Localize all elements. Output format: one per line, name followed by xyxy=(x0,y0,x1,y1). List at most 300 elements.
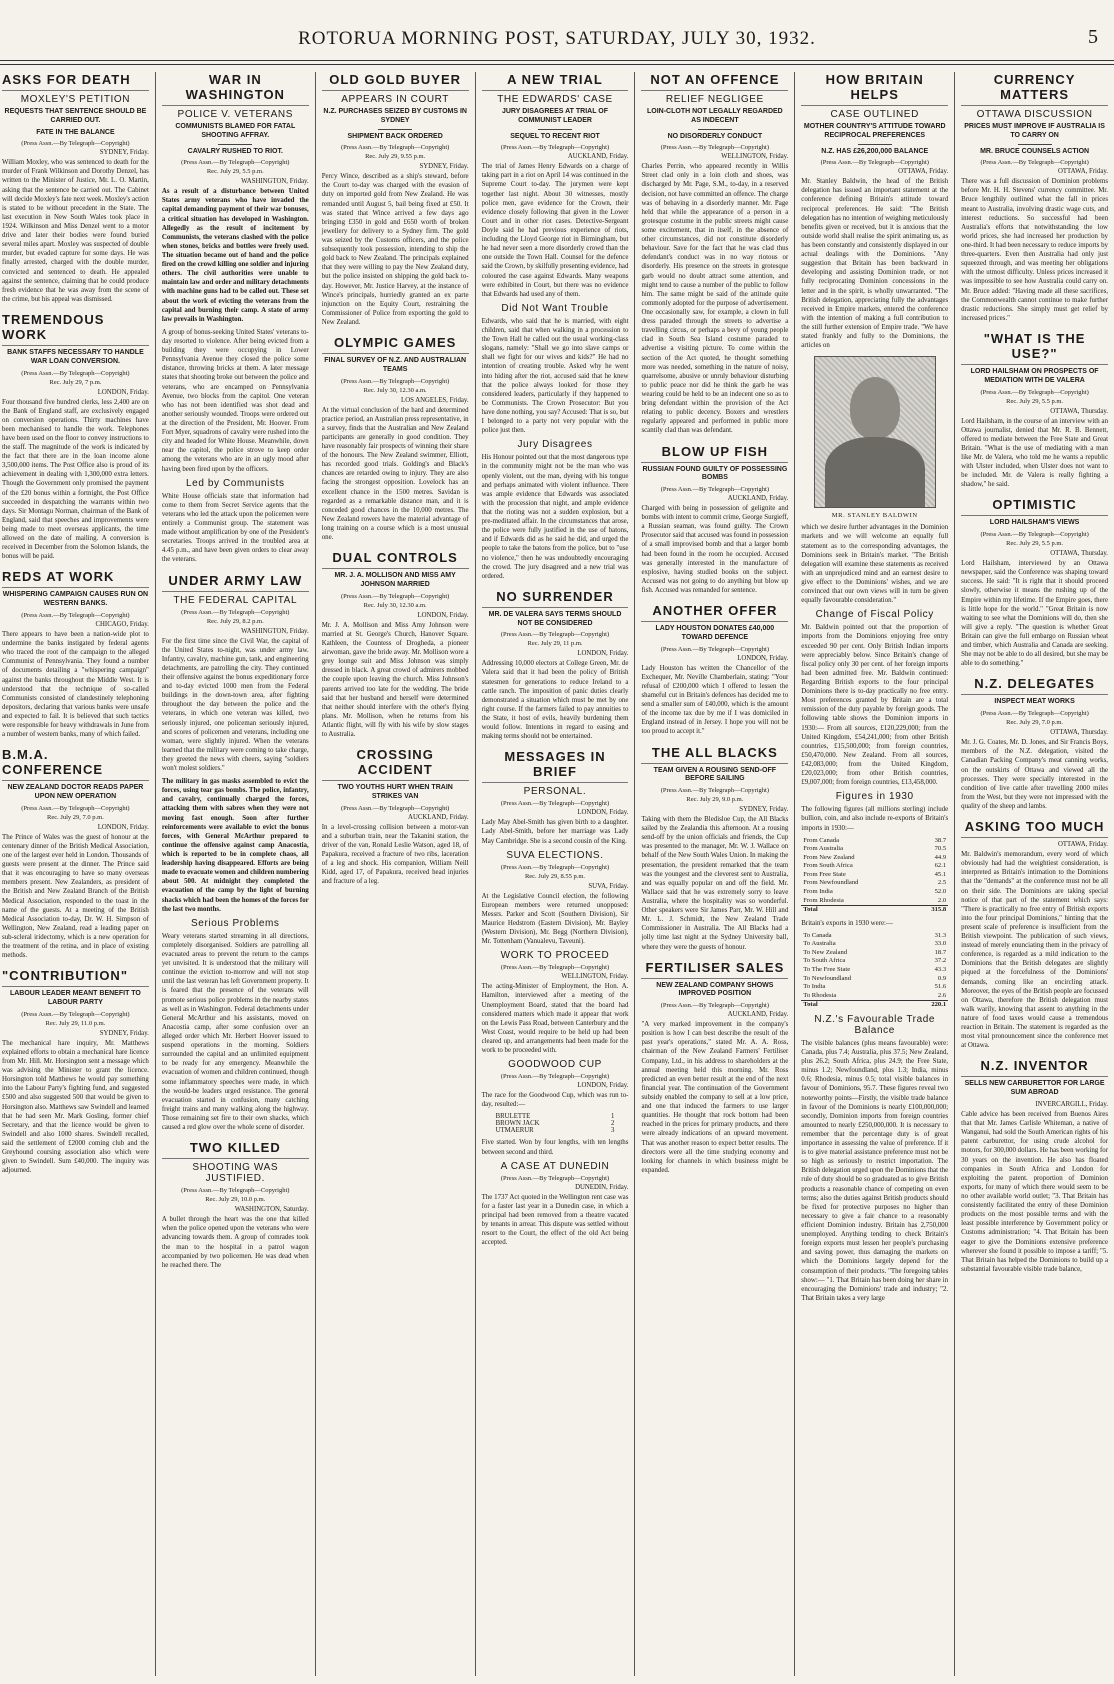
article-another-offer xyxy=(641,603,788,736)
deck: WHISPERING CAMPAIGN CAUSES RUN ON WESTERN BANKS. xyxy=(2,591,149,608)
dateline: AUCKLAND, Friday. xyxy=(727,495,789,503)
press-line: (Press Assn.—By Telegraph—Copyright) xyxy=(341,592,450,600)
headline: N.Z. INVENTOR xyxy=(961,1058,1108,1077)
dateline-c: WELLINGTON, Friday. xyxy=(561,973,629,981)
dateline: SYDNEY, Friday. xyxy=(99,149,149,157)
dateline: LONDON, Friday. xyxy=(577,809,629,817)
column-6 xyxy=(795,72,955,1676)
received-date: Rec. July 29, 11.0 p.m. xyxy=(45,1019,106,1027)
press-line: (Press Assn.—By Telegraph—Copyright) xyxy=(21,1010,130,1018)
destination: To New Zealand xyxy=(803,948,848,956)
deck: REQUESTS THAT SENTENCE SHOULD BE CARRIED OUT. xyxy=(4,108,147,124)
article-a-new-trial xyxy=(482,72,629,581)
total-label: Total xyxy=(801,1001,909,1010)
article-under-army-law xyxy=(162,573,309,1133)
dateline: LONDON, Friday. xyxy=(737,654,789,662)
amount: 18.7 xyxy=(934,948,947,956)
deck-2: CAVALRY RUSHED TO RIOT. xyxy=(187,147,283,155)
dateline: LOS ANGELES, Friday. xyxy=(401,396,469,404)
crosshead: Change of Fiscal Policy xyxy=(815,609,934,621)
article-body: For the first time since the Civil War, the capital of the United States to-night, was under army law. Infantry, cavalry, machine gun, tank, and engineering detachments, are patrolling the city. They continued their offensive against the bonus expeditionary force and to-day evicted 1000 men from the Federal buildings in the down-town area, after fighting throughout the day between the police and the veterans, in which one veteran was killed, two seriously injured, one policeman seriously injured, and scores of policemen and veterans, including one woman, were slightly injured. When the veterans learned that the military were coming to take charge, they greeted the news with cheers, saying "soldiers won't molest soldiers." xyxy=(161,637,309,773)
headline: "WHAT IS THE USE?" xyxy=(961,331,1108,365)
subheadline: OTTAWA DISCUSSION xyxy=(976,109,1093,120)
table-row xyxy=(801,975,948,984)
columns xyxy=(0,72,1114,1676)
amount: 45.1 xyxy=(934,870,947,878)
amount: 2.6 xyxy=(937,991,947,999)
article-body: A bullet through the heart was the one that killed when the police opened upon the veterans who were advancing towards them. A group of comrades took the man to the hospital in a patrol wagon accompanied by two policemen. He was dead when he reached there. The xyxy=(161,1216,309,1269)
received-date: Rec. July 29, 7 p.m. xyxy=(49,378,102,386)
article-body: Charles Perrin, who appeared recently in Willis Street clad only in a loin cloth and shoes, was discharged by Mr. Page, S.M., to-day, in a reserved decision, not have committed an offence. The charge was of behaving in a disorderly manner. Mr. Page held that while the appearance of a person in a grotesque costume in the public streets might cause some excitement, that in itself, in the absence of other circumstances, did not constitute disorderly behaviour. Save for the fact that he was clad thus defendant's conduct was in no way riotous or disorderly. His presence on the streets in grotesque garb would no doubt attract some attention, and might tend to cause a number of the public to follow him. The same might be said of the attitude quite commonly adopted for the purpose of advertisement. One occasionally saw, for example, a clown in full dress paraded through the streets to advertise a travelling circus, or perhaps a bevy of young people clad in South Sea Island costume paraded to advertise a visiting picture. To come within the section of the Act quoted, he thought something more was needed, something in the nature of noisy, quarrelsome, abusive or unruly behaviour disturbing to public peace nor did he think the garb he was wearing could be held to be an indecent one so as to bring defendant within the provision of the Act relating to public decency. Boxers and wrestlers regularly appeared and performed in public more scantily clad than was defendant. xyxy=(641,163,789,435)
horse-name: BROWN JACK xyxy=(495,1120,540,1128)
column-1 xyxy=(0,72,156,1676)
table-row xyxy=(801,940,948,949)
article-body: Charged with being in possession of gelignite and bombs with intent to commit crime, George Surgieff, a Russian seaman, was found guilty. The Crown Prosecutor said that accused was found in possession of a small improvised bomb and that a larger bomb had been found in the room he occupied. Accused was generally interested in the manufacture of explosive, having studied books on the subject. Accused was not going to do anything but blow up fish. Accused was remanded for sentence. xyxy=(641,505,789,595)
press-line: (Press Assn.—By Telegraph—Copyright) xyxy=(181,608,290,616)
crosshead: Led by Communists xyxy=(186,477,285,489)
dateline: AUCKLAND, Friday. xyxy=(408,813,469,821)
brief-body-goodwood-2: Five started. Won by four lengths, with ten lengths between second and third. xyxy=(481,1139,629,1156)
table-row xyxy=(801,837,948,846)
place: 3 xyxy=(611,1127,615,1135)
subheadline: SHOOTING WAS JUSTIFIED. xyxy=(192,1162,279,1185)
brief-body-work: The acting-Minister of Employment, the Hon. A. Hamilton, interviewed after a meeting of the Unemployment Board, stated that the board had considered matters which made it appear that work on the Lewis Pass Road, between Canterbury and the West Coast, would require to be held up had been cleared up, and arrangements had been made for the work to be proceeded with. xyxy=(481,983,629,1055)
headline: OLD GOLD BUYER xyxy=(322,72,469,91)
dateline: CHICAGO, Friday. xyxy=(95,620,149,628)
destination: To Newfoundland xyxy=(803,974,851,982)
dateline: OTTAWA, Friday. xyxy=(898,168,949,176)
press-line: (Press Assn.—By Telegraph—Copyright) xyxy=(980,388,1089,396)
table-row xyxy=(801,992,948,1001)
article-body: Percy Wince, described as a ship's steward, before the Court to-day was charged with the evasion of duty on imported gold from New Zealand. He was remanded until August 5, bail being fixed at £50. It was stated that Wince arrived a few days ago bringing £350 in gold and £650 worth of broken jewellery for delivery to a Sydney firm. The gold was seized by the Customs officers, and the police subsequently took possession, intending to ship the gold back to New Zealand. The principals explained that they were willing to pay the New Zealand duty, but the police insisted on shipping the gold back to-day. However, Mr. Justice Harvey, at the instance of Wince's principals, hurriedly granted an ex parte injunction on the Equity Court, restraining the Commissioner of Police from exporting the gold to New Zealand. xyxy=(321,173,469,326)
article-body: Taking with them the Bledisloe Cup, the All Blacks sailed by the Zealandia this afternoon. At a rousing send-off by the union officials and friends, the Cup was presented to the manager, Mr. W. J. Wallace on behalf of the New South Wales Union. In making the presentation, the president remarked that the team was the youngest and the cleverest sent to Australia, and was equally popular on and off the field. Mr. Wallace said that he was extremely sorry to leave Australia, where the hospitality was so wonderful. Other speakers were Sir James Parr, Mr. W. Hill and Mr. L. J. Schmidt, the New Zealand Trade Commissioner in Australia. The All Blacks had a jolly time last night at the Sydney University ball, where they were the guests of honour. xyxy=(641,816,789,951)
article-body: The trial of James Henry Edwards on a charge of taking part in a riot on April 14 was continued in the Supreme Court to-day. The jurymen were kept together last night. About 30 witnesses, mostly police men, gave evidence for the Crown, their evidence closely following that given in the Lower Court and in other riot cases. Detective-Sergeant Doyle said he had previous experience of riots, including the Lloyd George riot in Birmingham, but he had never seen a more disorderly crowd than the one outside the Town Hall. Counsel for the defence said the Crown, by skilfully presenting evidence, had coloured the case against Edwards. Many weapons were exhibited in Court, but there was no evidence that Edwards had used any of them. xyxy=(481,163,629,298)
imports-table xyxy=(801,837,948,915)
press-line: (Press Assn.—By Telegraph—Copyright) xyxy=(341,377,450,385)
headline: ASKS FOR DEATH xyxy=(2,72,149,91)
headline: HOW BRITAIN HELPS xyxy=(801,72,948,106)
divider xyxy=(698,129,732,130)
dateline: OTTAWA, Thursday. xyxy=(1050,407,1109,415)
press-line: (Press Assn.—By Telegraph—Copyright) xyxy=(980,159,1089,167)
article-body: William Moxley, who was sentenced to death for the murder of Frank Wilkinson and Dorothy Denzel, has written to the Minister of Justice, Mr. L. O. Martin, asking that the sentence be carried out. The Cabinet will decide Moxley's fate next week. Moxley's action is stated to be without precedent in the State. The last execution in New South Wales took place in 1924. Wilkinson and Miss Denzel went to a motor drive and later their bodies were found buried several miles apart. Moxley was suspected of double murder, but evaded capture for some days. He was finally arrested, charged with the double murder, convicted and sentenced to death. He appealed against the sentence, claiming that he could produce fresh evidence that he was away from the scene of the crime, but his appeal was dismissed. xyxy=(2,159,149,303)
article-body: Mr. Stanley Baldwin, the head of the British delegation has issued an important statement at the conference defining Britain's attitude toward reciprocal preferences. He said: "The British delegation has no intention of weighing meticulously benefits given or received, but it is anxious that the outside world shall realise the spirit animating us, as has been constantly and consistently displayed in our actual dealings with the Dominions. "Any suggestion that Britain has been backward in developing and assisting Dominion trade, or not fully reciprocating Dominion concessions in the letter and in the spirit, is wholly unwarranted. "The British delegation, appreciating fully the advantages received in Empire markets, entered the conference with the intention of making a full contribution to the still further extension of Empire trade. "We have stated frankly and fully to the Dominions, the articles on xyxy=(801,178,949,350)
article-what-is-the-use xyxy=(961,331,1108,489)
result-row xyxy=(482,1127,629,1134)
table-row xyxy=(801,888,948,897)
article-body-2: Edwards, who said that he is married, with eight children, said that when walking in a procession to the Town Hall he called out the usual working-class slogans, namely: "Shall we go into slave camps or shall we fight for our wives and kids?" He had no intention of creating trouble. Asked why he went into hiding after the riot, accused said that he knew that the police always looked for those they considered leaders, particularly if they happened to be Communists. The Crown Prosecutor: But you have done nothing, you say? Accused: That is so, but I belonged to a party not very popular with the police just then. xyxy=(481,317,629,435)
headline: TREMENDOUS WORK xyxy=(2,312,149,346)
article-body: Mr. Baldwin's memorandum, every word of which obviously had had the weightiest consideration, is interpreted as Britain's intimation to the Dominions that the "demands" at the conference must not be all on their side. The Dominions are taking special notice of that part of the statement which says: "There is practically no free entry of British exports into the four principal Dominions," hinting that the present scale of preference is insufficient from the British viewpoint. The publication of such views, instead of merely enunciating them in the privacy of conference, is regarded as a mild indication to the Dominions that the British delegates are slightly piqued at the forcefulness of the Dominions' demands, coming like an encircling attack. Moreover, the eyes of the British people are focussed on Ottawa, therefore the British delegation must walk warily, knowing that assent to anything in the nature of food taxes would cause a tremendous reaction in Britain. The statement is regarded as the most vital pronouncement since the conference met at Ottawa. xyxy=(961,851,1109,1050)
article-nz-delegates xyxy=(961,676,1108,811)
deck: RUSSIAN FOUND GUILTY OF POSSESSING BOMBS xyxy=(642,465,788,482)
headline: A NEW TRIAL xyxy=(482,72,629,91)
headline: CROSSING ACCIDENT xyxy=(322,747,469,781)
source: From New Zealand xyxy=(803,853,855,861)
destination: To Rhodesia xyxy=(803,991,837,999)
subheadline: CASE OUTLINED xyxy=(830,109,919,120)
total-value: 315.8 xyxy=(913,906,949,915)
headline: OLYMPIC GAMES xyxy=(322,335,469,354)
destination: To Australia xyxy=(803,940,836,948)
photo-caption: MR. STANLEY BALDWIN xyxy=(831,512,918,520)
divider xyxy=(858,144,892,145)
article-no-surrender xyxy=(482,589,629,741)
press-line-c: (Press Assn.—By Telegraph—Copyright) xyxy=(500,964,610,972)
place: 2 xyxy=(611,1120,615,1128)
result-row xyxy=(482,1113,629,1120)
article-body: Lord Hailsham, interviewed by an Ottawa newspaper, said the Conference was shaping toward success. He said: "It is right that it should proceed slowly, otherwise it means the rushing up of the Empire within my lifetime. If the Empire goes, there is little hope for the world." "Great Britain is now waiting to see what the Dominions will do, then she will give a reply. "The question is whether Great Britain can give the full embargo on Russian wheat and timber, which Australia and Canada are seeking. She may not be able to do all desired, but she may be able to do something." xyxy=(961,560,1109,668)
headline: OPTIMISTIC xyxy=(961,497,1108,516)
source: From Australia xyxy=(803,845,844,853)
deck: SELLS NEW CARBURETTOR FOR LARGE SUM ABROAD xyxy=(964,1080,1105,1097)
article-two-killed xyxy=(162,1140,309,1270)
article-blow-up-fish xyxy=(641,444,788,596)
table-row xyxy=(801,879,948,888)
deck: COMMUNISTS BLAMED FOR FATAL SHOOTING AFFRAY. xyxy=(175,123,296,139)
article-messages-in-brief xyxy=(482,749,629,1247)
article-body-2: which we desire further advantages in the Dominion markets and we will welcome an equally full statement as to the corresponding advantages, the Dominions seek in Britain's market. "The British delegation will examine these statements as received with an unprejudiced mind and an earnest desire to give effect to the Dominions' wishes, and we are convinced that our own views will in turn be given equally favourable consideration." xyxy=(801,524,949,605)
received-date: Rec. July 30, 12.30 a.m. xyxy=(363,386,427,394)
subheadline: MOXLEY'S PETITION xyxy=(20,94,131,105)
article-the-all-blacks xyxy=(641,745,788,952)
headline: WAR IN WASHINGTON xyxy=(162,72,309,106)
divider xyxy=(1018,144,1052,145)
article-body: Four thousand five hundred clerks, less 2,400 are on the Bank of England staff, are exclusively engaged on conversion operations. Thirty machines have been mechanised to handle the work. Telephones have been used on the floor to convey instructions to the staff. The magnitude of the work is indicated by the fact that there are in the loan income alone 3,500,000 items. The Post Office also is proud of its achievement in dealing with 1,300,000 extra letters. Though the Government only promised the payment of the £20 bonus within a fortnight, the Post Office succeeded in despatching the warrants within two days. Sir Montagu Norman, chairman of the Bank of England, said that speeches and improvements were being made to meet overseas applicants, the time allowed on the date of mailing. A conversion is received in December from the Solomon Islands, the bonus will be paid. xyxy=(2,398,149,561)
amount: 38.7 xyxy=(934,836,947,844)
deck-2: FATE IN THE BALANCE xyxy=(36,128,115,136)
press-line: (Press Assn.—By Telegraph—Copyright) xyxy=(980,710,1089,718)
crosshead: Did Not Want Trouble xyxy=(501,302,609,314)
dateline-d: LONDON, Friday. xyxy=(577,1082,629,1090)
amount: 33.0 xyxy=(934,940,947,948)
headline: DUAL CONTROLS xyxy=(322,550,469,569)
article-body: Addressing 10,000 electors at College Green, Mr. de Valera said that it had been the policy of British statesmen for generations to reduce Ireland to a cattle ranch. The imposition of panic duties clearly demonstrated a situation which must be met by one right course. If the farmers failed to pay annuities to the State, it host of evils, heavily burdening them would follow. Intentions in regard to easing and making terms should not be entertained. xyxy=(481,660,629,741)
amount: 31.3 xyxy=(934,931,947,939)
article-body: A group of bonus-seeking United States' veterans to-day resorted to violence. After being evicted from a building they were occupying in Lower Pennsylvania Avenue they closed the police some distance, throwing bricks at them. A later message states that shooting broke out between the police and veterans, who are encamped on Pennsylvania Avenue, two blocks from the capitol. One veteran who has not been identified was shot dead and another seriously wounded. Troops were ordered out at the direction of the President, Mr. Hoover. From Fort Myer, squadrons of cavalry were rushed into the city and headed for White House. Meanwhile, down near the capitol, the police strove to keep order among the veterans who are in an ugly mood after having been fired upon by the officers. xyxy=(161,328,309,473)
crosshead-figures: Figures in 1930 xyxy=(835,791,914,803)
headline: MESSAGES IN BRIEF xyxy=(482,749,629,783)
dateline: WASHINGTON, Friday. xyxy=(241,178,309,186)
deck: MOTHER COUNTRY'S ATTITUDE TOWARD RECIPROCAL PREFERENCES xyxy=(803,123,946,139)
received-date: Rec. July 29, 11 p.m. xyxy=(527,640,583,648)
brief-body-dunedin: The 1737 Act quoted in the Wellington rent case was for a faster last year in a Dunedin case, in which a principal had been removed from a theatre vacated by tenants in arrear. This dispute was settled without resort to the Court, the effect of the old Act being accepted. xyxy=(481,1193,629,1247)
received-date: Rec. July 29, 8.2 p.m. xyxy=(206,617,264,625)
received-date: Rec. July 29, 10.0 p.m. xyxy=(205,1196,266,1204)
destination: To Canada xyxy=(803,931,832,939)
dateline: INVERCARGILL, Friday. xyxy=(1035,1100,1109,1108)
deck: INSPECT MEAT WORKS xyxy=(994,698,1075,706)
portrait-photo xyxy=(814,356,936,508)
dateline: WELLINGTON, Friday. xyxy=(721,153,789,161)
article-currency-matters xyxy=(961,72,1108,323)
headline: B.M.A. CONFERENCE xyxy=(2,747,149,781)
press-line: (Press Assn.—By Telegraph—Copyright) xyxy=(500,800,610,808)
dateline-b: SUVA, Friday. xyxy=(588,882,629,890)
dateline: SYDNEY, Friday. xyxy=(99,1029,149,1037)
crosshead-balance: N.Z.'s Favourable Trade Balance xyxy=(814,1013,936,1036)
article-body: At the virtual conclusion of the hard and determined practice period, an Australian press representative, in a survey, finds that the Australian and New Zealand participants are generally in good condition. They have reasonably fair prospects of winning their share of the honours. The New Zealand swimmer, Elliott, has recorded good trials. Golding's and Black's chances are retarded owing to injury. They are also facing the strongest opposition. Lovelock has an excellent chance in the 1500 metres. Savidan is regarded as a remarkable distance man, and it is conceded good chances in the 10,000 metres. The New Zealand rowers have the material advantage of long training on a course which is a most unusual one. xyxy=(321,406,469,542)
table-row xyxy=(801,932,948,941)
source: From Canada xyxy=(803,836,840,844)
received-date: Rec. July 29, 5.5 p.m. xyxy=(1006,397,1064,405)
article-olympic-games xyxy=(322,335,469,542)
brief-title-personal: PERSONAL. xyxy=(523,786,587,798)
dateline: AUCKLAND, Friday. xyxy=(727,1011,789,1019)
total-label: Total xyxy=(801,906,912,915)
dateline: SYDNEY, Friday. xyxy=(419,163,469,171)
article-body: In a level-crossing collision between a motor-van and a suburban train, near the Takanini station, the driver of the van, Ronald Leslie Watson, aged 18, of Papakura, received a fracture of two ribs, laceration of a leg and shock. His companion, William Neill Kidd, aged 17, of Papakura, received head injuries and fracture of a leg. xyxy=(321,823,469,886)
exports-table xyxy=(801,932,948,1010)
table-row xyxy=(801,983,948,992)
table-row xyxy=(801,854,948,863)
source: From Newfoundland xyxy=(803,879,859,887)
result-row xyxy=(482,1120,629,1127)
received-date: Rec. July 29, 9.0 p.m. xyxy=(686,796,744,803)
press-line: (Press Assn.—By Telegraph—Copyright) xyxy=(660,787,770,794)
article-dual-controls xyxy=(322,550,469,739)
brief-body-goodwood: The race for the Goodwood Cup, which was run to-day, resulted:— xyxy=(481,1092,629,1109)
brief-body-suva: At the Legislative Council election, the following European members were returned unopposed: Messrs. Parker and Scott (Southern Division), Sir Maurice Hedstrom (Eastern Division), Mr. Bayley (Western Division), Mr. Begg (Northern Division), Mr. Tottenham (Vanualevu, Taveuni). xyxy=(481,892,629,946)
press-line: (Press Assn.—By Telegraph—Copyright) xyxy=(820,159,929,167)
amount: 62.1 xyxy=(934,862,947,870)
table-row xyxy=(801,897,948,906)
deck-2: NO DISORDERLY CONDUCT xyxy=(667,132,763,140)
deck: LORD HAILSHAM'S VIEWS xyxy=(989,519,1080,527)
divider xyxy=(538,129,572,130)
table-row xyxy=(801,871,948,880)
subheadline: POLICE V. VETERANS xyxy=(177,109,294,120)
table-row xyxy=(801,957,948,966)
place: 1 xyxy=(611,1113,615,1121)
table-row xyxy=(801,845,948,854)
headline: "CONTRIBUTION" xyxy=(2,968,149,987)
deck: TWO YOUTHS HURT WHEN TRAIN STRIKES VAN xyxy=(337,784,453,800)
press-line: (Press Assn.—By Telegraph—Copyright) xyxy=(181,1187,290,1195)
brief-title-work: WORK TO PROCEED xyxy=(500,950,610,962)
figures-intro: The following figures (all millions sterling) include bullion, coin, and also include re-exports of Britain's imports in 1930:— xyxy=(801,806,949,832)
amount: 2.0 xyxy=(937,896,947,904)
masthead-title: ROTORUA MORNING POST, SATURDAY, JULY 30, 1932. xyxy=(298,28,816,49)
received-date: Rec. July 29, 5.5 p.m. xyxy=(1006,540,1064,548)
article-nz-inventor xyxy=(961,1058,1108,1273)
dateline: OTTAWA, Thursday. xyxy=(1050,729,1109,737)
divider xyxy=(378,129,412,130)
table-row xyxy=(801,966,948,975)
article-body-2: Weary veterans started streaming in all directions, completely disorganised. Soldiers are patrolling all evacuated areas to prevent the return to the camps yet unvisited. It is understood that the military will continue the eviction to-morrow and will not stop until the last veteran has left Government property. It is feared that the presence of the veterans will promote serious police problems in the nearby states as well as in Washington. Federal detachments under General McArthur and his assistants, moved on Anacostia camp, after some confusion over an alleged order which Mr. Herbert Hoover issued to suspend operations in the morning. Soldiers surrounded the capital and an unlimited equipment to be ready for any emergency. Meanwhile the evacuation of women and children continued, though some inflammatory speeches were made, in which the would-be leaders urged resistance. The general evacuation started in confusion, many catching freight trains and many walking along the highway. Those remaining set fire to their own shacks, which caused a red glow over the whole scene of disorder. xyxy=(161,932,309,1132)
press-line: (Press Assn.—By Telegraph—Copyright) xyxy=(500,144,610,152)
article-optimistic xyxy=(961,497,1108,668)
amount: 43.3 xyxy=(934,966,947,974)
divider xyxy=(218,144,252,145)
headline: FERTILISER SALES xyxy=(641,960,788,979)
press-line: (Press Assn.—By Telegraph—Copyright) xyxy=(341,144,450,152)
table-total-row xyxy=(801,1001,948,1010)
table-total-row xyxy=(801,906,948,915)
headline: TWO KILLED xyxy=(162,1140,309,1159)
source: From India xyxy=(803,887,833,895)
deck: NEW ZEALAND COMPANY SHOWS IMPROVED POSITION xyxy=(656,981,774,998)
press-line: (Press Assn.—By Telegraph—Copyright) xyxy=(181,159,290,167)
press-line: (Press Assn.—By Telegraph—Copyright) xyxy=(21,611,130,619)
article-bma-conference xyxy=(2,747,149,960)
subheadline: APPEARS IN COURT xyxy=(341,94,450,105)
article-asking-too-much xyxy=(961,819,1108,1050)
deck: PRICES MUST IMPROVE IF AUSTRALIA IS TO CARRY ON xyxy=(964,123,1105,139)
dateline: LONDON, Friday. xyxy=(97,388,149,396)
headline: CURRENCY MATTERS xyxy=(961,72,1108,106)
horse-name: UTMAERUR xyxy=(495,1127,534,1135)
brief-title-goodwood: GOODWOOD CUP xyxy=(508,1059,602,1071)
article-body: Mr. J. G. Coates, Mr. D. Jones, and Sir Francis Boys, members of the N.Z. delegation, visited the Canadian Packing Company's meat canning works, on the outskirts of Ottawa and viewed all the processes. They were specially interested in the condition of live cattle after travelling 2000 miles from the West, but they were not impressed with the quality of the sheep and lambs. xyxy=(961,739,1109,810)
dateline: AUCKLAND, Friday. xyxy=(567,153,629,161)
portrait-shoulders xyxy=(825,437,925,507)
deck: LORD HAILSHAM ON PROSPECTS OF MEDIATION WITH DE VALERA xyxy=(970,368,1099,384)
article-body-3: Mr. Baldwin pointed out that the proportion of imports from the Dominions enjoying free entry exceeded 90 per cent. Only British Indian imports were appreciably below. Since Britain's change of fiscal policy only 30 per cent. of her foreign imports had been admitted free. Mr. Baldwin continued: Regarding British exports to the four principal Dominions there is to-day practically no free entry. Most preferences granted by Britain are a total remission of the duty payable by foreign goods. The following table shows the Dominion imports in 1930:— From all sources, £120,229,000; from the United Kingdom, £54,241,000; from other British countries, £15,500,000; from foreign countries, £50,470,000. New Zealand. From all sources, £42,083,000; from the United Kingdom, £20,023,000; from other British countries, £9,007,000; from foreign countries, £13,458,000. xyxy=(801,624,949,787)
deck: NEW ZEALAND DOCTOR READS PAPER UPON NEW OPERATION xyxy=(7,784,144,801)
press-line: (Press Assn.—By Telegraph—Copyright) xyxy=(660,486,770,494)
dateline: WASHINGTON, Saturday. xyxy=(234,1206,309,1214)
article-contribution xyxy=(2,968,149,1175)
article-body: "A very marked improvement in the company's position is how I can best describe the result of the past year's operations," stated Mr. A. A. Ross, chairman of the New Zealand Farmers' Fertiliser Company, Ltd., in his address to shareholders at the annual meeting held this morning. Mr. Ross predicted an even better result at the end of the next financial year. The continuation of the Government subsidy enabled the company to sell at a low price, and one that induced the farmers to use larger quantities. He thought that rock bottom had been reached in the prices for primary products, and there were already indications of an upward movement. That was another reason to expect better results. The directors were all the time studying economy and looking for channels in which business might be expanded. xyxy=(641,1021,789,1174)
press-line: (Press Assn.—By Telegraph—Copyright) xyxy=(500,631,610,639)
destination: To The Free State xyxy=(803,966,851,974)
article-how-britain-helps xyxy=(801,72,948,1303)
press-line-b: (Press Assn.—By Telegraph—Copyright) xyxy=(500,863,610,871)
press-line-e: (Press Assn.—By Telegraph—Copyright) xyxy=(500,1174,610,1182)
deck-2: SHIPMENT BACK ORDERED xyxy=(347,132,443,140)
headline: THE ALL BLACKS xyxy=(641,745,788,764)
horse-name: BRULETTE xyxy=(495,1113,531,1121)
table-row xyxy=(801,949,948,958)
press-line: (Press Assn.—By Telegraph—Copyright) xyxy=(980,531,1089,539)
amount: 37.2 xyxy=(934,957,947,965)
headline: NO SURRENDER xyxy=(482,589,629,608)
dateline: LONDON, Friday. xyxy=(417,611,469,619)
article-body: Lord Hailsham, in the course of an interview with an Ottawa journalist, denied that Mr. R. B. Bennett, offered to mediate between the Free State and Great Britain. "What is the use of mediating with a man like Mr. de Valera, who told me he wants a republic with Ulster included, when Ulster does not want to be included. Mr. de Valera is really fighting a shadow," he said. xyxy=(961,417,1109,489)
brief-body-personal: Lady May Abel-Smith has given birth to a daughter. Lady Abel-Smith, before her marriage was Lady May Cambridge. She is a second cousin of the King. xyxy=(481,819,629,845)
received-date: Rec. July 29, 9.55 p.m. xyxy=(365,153,426,161)
race-results xyxy=(482,1113,629,1134)
deck: N.Z. PURCHASES SEIZED BY CUSTOMS IN SYDNEY xyxy=(323,108,467,124)
article-body: The mechanical hare inquiry, Mr. Matthews explained efforts to obtain a mechanical hare licence from Mr. Hill. Mr. Horsington sent a message which was advising the Minister to grant the licence. Horsington told Matthews he would pay something into the Labour Party's fighting fund, and suggested £500 and also suggested 500 that would be given to Horsington also. Matthews saw Swindell and learned that he had seen Mr. Mark Gosling, former chief Secretary, and that the licence would be given to Swindell and also 1000 shares. Swindell recalled, said the settlement of £2000 coming club and the Greyhound coursing association also which were given to Swindell. Sum £40,000. The inquiry was adjourned. xyxy=(2,1039,149,1175)
column-5 xyxy=(635,72,795,1676)
article-tremendous-work xyxy=(2,312,149,561)
article-asks-for-death xyxy=(2,72,149,304)
article-body-3: His Honour pointed out that the most dangerous type in the community might not be the man who was openly violent, out the man, dyeing with his tongue and perhaps animated with violent influence. There was ample evidence that Edwards was associated with the procession that night, and ample evidence that the rioting was not a sudden explosion, but a pre-meditated affair. In the circumstances that arose, the police were fully justified in the use of batons, and if Edwards did as he said he did, and urged the people to take the batons from the police, but to "use no violence," then he was undoubtedly encouraging the crowd. The jury disagreed and a new trial was ordered. xyxy=(481,454,629,580)
headline: BLOW UP FISH xyxy=(641,444,788,463)
article-crossing-accident xyxy=(322,747,469,886)
subheadline: THE EDWARDS' CASE xyxy=(497,94,613,105)
amount: 44.9 xyxy=(934,853,947,861)
amount: 52.0 xyxy=(934,887,947,895)
dateline: WASHINGTON, Friday. xyxy=(241,627,309,635)
headline: NOT AN OFFENCE xyxy=(641,72,788,91)
masthead-rule-thin xyxy=(0,64,1114,65)
amount: 51.6 xyxy=(934,983,947,991)
press-line: (Press Assn.—By Telegraph—Copyright) xyxy=(21,804,130,812)
amount: 2.5 xyxy=(937,879,947,887)
column-4 xyxy=(476,72,636,1676)
total-value: 220.1 xyxy=(909,1001,948,1010)
press-line: (Press Assn.—By Telegraph—Copyright) xyxy=(341,804,450,812)
source: From Rhodesia xyxy=(803,896,844,904)
exports-intro: Britain's exports in 1930 were:— xyxy=(801,919,893,927)
article-body: Lady Houston has written the Chancellor of the Exchequer, Mr. Neville Chamberlain, stating: "Your refusal of £200,000 which I offered to lessen the shameful cut in Britain's defences has decided me to send a smaller sum of £40,000, which is the amount of the income tax due by me if I was domiciled in England instead of in Jersey. I hope you will not be too proud to accept it." xyxy=(641,664,789,736)
brief-title-suva: SUVA ELECTIONS. xyxy=(506,849,604,861)
dateline: OTTAWA, Friday. xyxy=(1058,168,1109,176)
headline: N.Z. DELEGATES xyxy=(961,676,1108,695)
received-date: Rec. July 29, 7.0 p.m. xyxy=(1006,719,1064,727)
headline: REDS AT WORK xyxy=(2,569,149,588)
amount: 0.9 xyxy=(937,974,947,982)
column-2 xyxy=(156,72,316,1676)
destination: To South Africa xyxy=(803,957,846,965)
dateline: OTTAWA, Friday. xyxy=(1058,841,1109,849)
deck: MR. J. A. MOLLISON AND MISS AMY JOHNSON MARRIED xyxy=(334,572,456,588)
headline: ANOTHER OFFER xyxy=(641,603,788,622)
press-line-d: (Press Assn.—By Telegraph—Copyright) xyxy=(500,1073,610,1081)
destination: To India xyxy=(803,983,826,991)
received-date: Rec. July 29, 7.0 p.m. xyxy=(46,813,104,821)
article-body-4: The visible balances (plus means favourable) were: Canada, plus 7.4; Australia, plus 37.5; New Zealand, plus 26.2; South Africa, plus 24.9; the Free State, minus 1.2; Newfoundland, plus 1.3; India, minus 0.6; Rhodesia, minus 0.5; total visible balances in favour of Dominions, 95.7. These figures reveal two noteworthy points—Firstly, the visible trade balance in favour of the Dominions is nearly £100,000,000; secondly, Dominion imports from foreign countries amounted to nearly £250,000,000. It is necessary to remember that the percentage duty is of great importance in assessing the value of preference. If it is to give material assistance preference must not be so high as seriously to restrict importation. The British delegation urged upon the Dominions that the rule of duty should be so graduated as to give British products a reasonable chance of competing on even terms; also the duties against British products should be fixed for protective purposes no higher than necessary to give a fair chance to a reasonably efficient Dominion industry. Britain has 2,750,000 unemployed. Anything tending to check Britain's foreign exports must lessen her people's purchasing and saving power, thus damaging the markets on which the Dominions largely depend for the consumption of their products. "The foregoing tables show:— "1. That Britain has been doing her share in encouraging the Dominions' trade and industry; "2. That Britain takes a very large xyxy=(801,1039,949,1302)
column-3 xyxy=(316,72,476,1676)
dateline-e: DUNEDIN, Friday. xyxy=(575,1183,629,1191)
article-body: Mr. J. A. Mollison and Miss Amy Johnson were married at St. George's Church, Hanover Square. Kathleen, the Countess of Drogheda, a pioneer airwoman, gave the bride away. Mr. Mollison wore a grey lounge suit and Miss Johnson was simply dressed in black. A great crowd of admirers mobbed the couple upon leaving the church. Miss Johnson's parents arrived too late for the wedding. The bride said that her husband and herself were determined that neither should interfere with the other's flying plans. Mr. Mollison, when he returns from his Atlantic flight, will fly with his wife by slow stages to Australia. xyxy=(321,621,469,739)
subheadline: THE FEDERAL CAPITAL xyxy=(173,594,298,606)
headline: ASKING TOO MUCH xyxy=(961,819,1108,838)
dateline: OTTAWA, Thursday. xyxy=(1050,550,1109,558)
press-line: (Press Assn.—By Telegraph—Copyright) xyxy=(660,645,770,653)
deck: LOIN-CLOTH NOT LEGALLY REGARDED AS INDECENT xyxy=(647,108,783,124)
deck: MR. DE VALERA SAYS TERMS SHOULD NOT BE CONSIDERED xyxy=(488,610,622,627)
press-line: (Press Assn.—By Telegraph—Copyright) xyxy=(660,1002,770,1010)
press-line: (Press Assn.—By Telegraph—Copyright) xyxy=(660,144,770,152)
deck: TEAM GIVEN A ROUSING SEND-OFF BEFORE SAILING xyxy=(653,766,777,783)
article-body: There was a full discussion of Dominion problems before Mr. H. H. Stevens' currency committee. Mr. Bruce lengthily outlined what the fall in prices meant to Australia, involving drastic wage cuts, and interest reductions. So successful had been Australia's efforts that notwithstanding the low world prices, she had increased her production by one-third. It had been necessary to reduce imports by three-quarters. Even then Australia had only just squeezed through, and was meeting her obligations with the utmost difficulty. Unless prices increased it was impossible to see how Australia could carry on. Mr. Bruce added: "Having made all these sacrifices, the Commonwealth cannot continue to make further drastic reductions. She simply must get relief by increased prices." xyxy=(961,178,1109,322)
press-line: (Press Assn.—By Telegraph—Copyright) xyxy=(21,140,130,148)
article-lead: As a result of a disturbance between United States army veterans who have invaded the capital demanding payment of their war bonuses, a critical situation has developed in Washington. Allegedly as the result of incitement by Communists, the veterans clashed with the police when stones, bricks and bottles were freely used. The situation became out of hand and the police fired on the crowd killing one soldier and injuring others. The civil authorities were unable to maintain law and order and military detachments with machine guns had to be called out. These set about the work of evicting the veterans from the capital and burning their camp. A state of army law prevails in Washington. xyxy=(161,188,309,323)
dateline: SYDNEY, Friday. xyxy=(739,806,789,813)
source: From Free State xyxy=(803,870,846,878)
deck: JURY DISAGREES AT TRIAL OF COMMUNIST LEADER xyxy=(501,108,609,124)
article-fertiliser-sales xyxy=(641,960,788,1175)
headline: UNDER ARMY LAW xyxy=(162,573,309,592)
received-date-b: Rec. July 29, 8.55 p.m. xyxy=(524,872,586,880)
article-reds-at-work xyxy=(2,569,149,739)
amount: 70.5 xyxy=(934,845,947,853)
article-body: The Prince of Wales was the guest of honour at the centenary dinner of the British Medical Association, one of the largest ever held in London. Thousands of guests were present at the dinner. The Prince said that it was encouraging to have so many overseas members present. New Zealanders, as president of the British and New Zealand Branch of the British Medical Association, responded to the toast in the name of the guests. At a meeting of the British Medical Association to-day, Dr. W. H. Simpson of Wellington, New Zealand, read a leading paper on sub-scleral iridectomy, which is a new operation for the treatment of the retina, and in place of existing methods. xyxy=(2,833,149,960)
deck: LADY HOUSTON DONATES £40,000 TOWARD DEFENCE xyxy=(655,625,775,641)
portrait-head xyxy=(850,377,900,439)
page-number: 5 xyxy=(1088,26,1098,48)
press-line: (Press Assn.—By Telegraph—Copyright) xyxy=(21,369,130,377)
deck: BANK STAFFS NECESSARY TO HANDLE WAR LOAN CONVERSION. xyxy=(7,349,144,365)
article-old-gold-buyer xyxy=(322,72,469,327)
article-body: Cable advice has been received from Buenos Aires that that Mr. James Carlisle Whiteman, a native of Wanganui, had sold the South American rights of his patent carburettor, for using crude alcohol for motors, for 300,000 dollars. He has been working for 30 years on the invention. He also has floated companies in South Africa and London for exploiting the patent. proportion of Dominion exports, for many of which there would seem to be no other available world outlet; "3. That Britain has consistently facilitated the entry of these Dominion products on the most possible terms and with the least possible interference by Government policy or Customs administration; "4. That Britain has been eager to give the Dominions extensive preference wherever she found it possible to impose a tariff; "5. That Britain has helped the Dominions to build up a substantial favourable visible trade balance, xyxy=(961,1110,1109,1273)
crosshead-2: Jury Disagrees xyxy=(517,439,593,451)
source: From South Africa xyxy=(803,862,853,870)
article-not-an-offence xyxy=(641,72,788,436)
received-date: Rec. July 29, 5.5 p.m. xyxy=(206,168,264,176)
article-war-in-washington xyxy=(162,72,309,565)
deck-2: MR. BRUCE COUNSELS ACTION xyxy=(980,147,1090,155)
subheadline: RELIEF NEGLIGEE xyxy=(665,94,764,105)
brief-title-dunedin: A CASE AT DUNEDIN xyxy=(500,1160,610,1172)
dateline: LONDON, Friday. xyxy=(577,650,629,658)
article-body-2: White House officials state that information had come to them from Secret Service agents that the veterans who led the attack upon the policemen were entirely a Communist group. The statement was made without amplification by one of the President's secretaries. Troops arrived in the troubled area at 4.45 p.m., and have been given orders to clear away the veterans. xyxy=(161,492,309,564)
deck-2: N.Z. HAS £26,200,000 BALANCE xyxy=(821,147,929,155)
